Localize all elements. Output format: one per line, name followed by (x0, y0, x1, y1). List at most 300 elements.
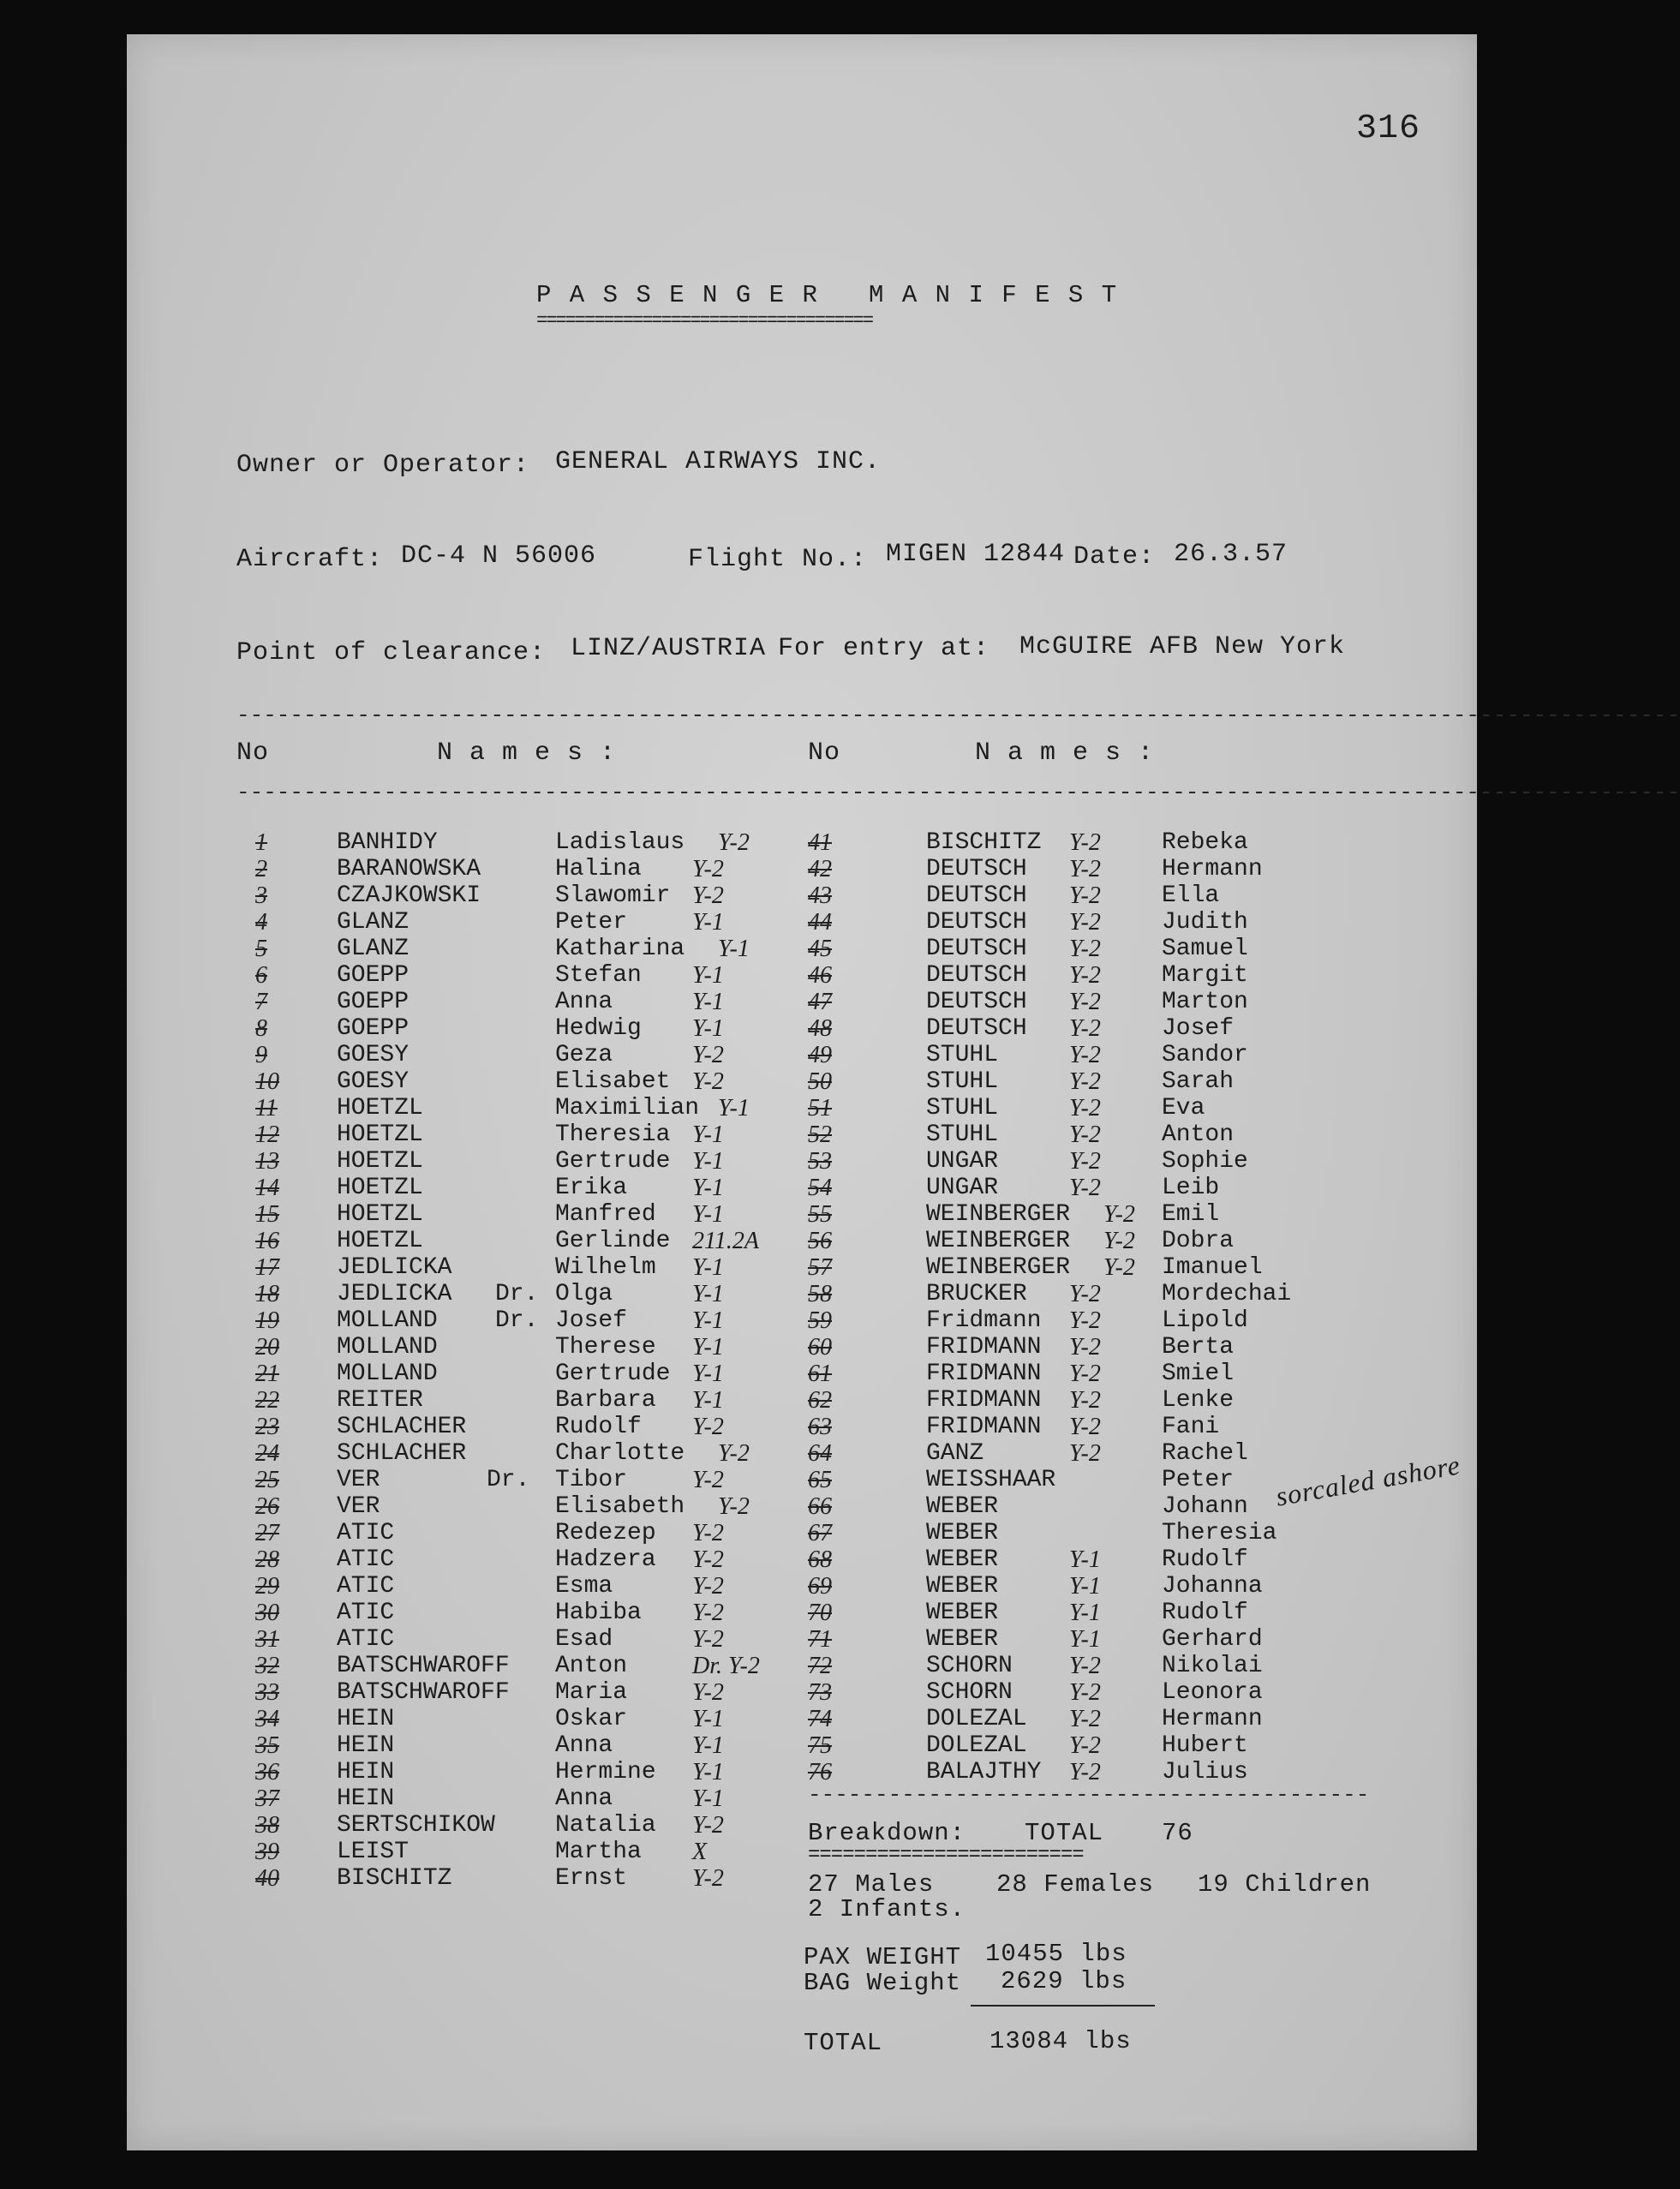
passenger-given-name: Elisabeth (555, 1493, 685, 1520)
passenger-given-name: Katharina (555, 936, 685, 962)
passenger-surname: UNGAR (926, 1175, 999, 1201)
handwritten-mark: Y-2 (692, 1042, 724, 1068)
passenger-given-name: Imanuel (1162, 1254, 1263, 1281)
passenger-number: 37 (255, 1785, 279, 1812)
passenger-surname: HOETZL (337, 1095, 423, 1121)
passenger-surname: HEIN (337, 1732, 395, 1759)
passenger-given-name: Sandor (1162, 1042, 1248, 1068)
passenger-surname: ATIC (337, 1573, 395, 1600)
handwritten-mark: Y-2 (1069, 1307, 1101, 1334)
passenger-given-name: Charlotte (555, 1440, 685, 1467)
passenger-given-name: Maria (555, 1679, 628, 1706)
handwritten-mark: Y-2 (1069, 1148, 1101, 1175)
passenger-number: 38 (255, 1812, 279, 1839)
passenger-row (127, 1281, 1477, 1307)
col-no-left: No (236, 739, 270, 768)
pax-weight-value: 10455 lbs (985, 1940, 1127, 1968)
passenger-row (127, 1440, 1477, 1467)
passenger-number: 59 (808, 1307, 832, 1334)
passenger-given-name: Anna (555, 989, 613, 1015)
passenger-given-name: Josef (555, 1307, 628, 1334)
passenger-row (127, 962, 1477, 989)
passenger-number: 35 (255, 1732, 279, 1759)
passenger-row (127, 1839, 1477, 1865)
handwritten-mark: Y-1 (718, 936, 750, 962)
passenger-title: Dr. (487, 1467, 530, 1493)
passenger-given-name: Hermann (1162, 856, 1263, 882)
passenger-number: 73 (808, 1679, 832, 1706)
handwritten-mark: Y-1 (1069, 1600, 1101, 1626)
passenger-surname: SCHORN (926, 1653, 1013, 1679)
passenger-row (127, 1732, 1477, 1759)
handwritten-mark: Y-1 (692, 1334, 724, 1361)
passenger-number: 70 (808, 1600, 832, 1626)
owner-label: Owner or Operator: (236, 451, 530, 480)
manifest-sheet (127, 34, 1680, 2150)
passenger-surname: ATIC (337, 1600, 395, 1626)
passenger-surname: DEUTSCH (926, 856, 1027, 882)
passenger-surname: SERTSCHIKOW (337, 1812, 495, 1839)
passenger-row (127, 1706, 1477, 1732)
passenger-surname: SCHLACHER (337, 1440, 467, 1467)
handwritten-mark: Y-2 (718, 1440, 750, 1467)
passenger-surname: SCHORN (926, 1679, 1013, 1706)
handwritten-mark: Y-2 (1069, 989, 1101, 1015)
passenger-surname: GOEPP (337, 1015, 410, 1042)
passenger-surname: GOEPP (337, 962, 410, 989)
passenger-surname: DOLEZAL (926, 1732, 1027, 1759)
passenger-given-name: Hubert (1162, 1732, 1248, 1759)
passenger-given-name: Gerlinde (555, 1228, 671, 1254)
passenger-row (127, 1175, 1477, 1201)
passenger-given-name: Lipold (1162, 1307, 1248, 1334)
passenger-given-name: Rudolf (1162, 1546, 1248, 1573)
passenger-surname: BANHIDY (337, 829, 438, 856)
passenger-surname: MOLLAND (337, 1361, 438, 1387)
passenger-number: 50 (808, 1068, 832, 1095)
passenger-given-name: Therese (555, 1334, 656, 1361)
passenger-given-name: Theresia (1162, 1520, 1277, 1546)
passenger-given-name: Margit (1162, 962, 1248, 989)
passenger-number: 48 (808, 1015, 832, 1042)
passenger-given-name: Fani (1162, 1414, 1220, 1440)
passenger-given-name: Ernst (555, 1865, 628, 1892)
passenger-surname: STUHL (926, 1095, 999, 1121)
passenger-number: 7 (255, 989, 267, 1015)
handwritten-mark: Y-2 (718, 829, 750, 856)
passenger-surname: WEBER (926, 1520, 999, 1546)
passenger-given-name: Gertrude (555, 1148, 671, 1175)
total-label: TOTAL (804, 2029, 883, 2057)
passenger-number: 11 (255, 1095, 278, 1121)
handwritten-mark: Y-2 (1069, 962, 1101, 989)
passenger-row (127, 1068, 1477, 1095)
passenger-given-name: Anton (1162, 1121, 1235, 1148)
passenger-given-name: Eva (1162, 1095, 1205, 1121)
passenger-given-name: Mordechai (1162, 1281, 1292, 1307)
passenger-number: 12 (255, 1121, 279, 1148)
handwritten-mark: Y-2 (692, 1679, 724, 1706)
handwritten-mark: Y-2 (1069, 1759, 1101, 1785)
passenger-surname: WEBER (926, 1600, 999, 1626)
passenger-surname: BATSCHWAROFF (337, 1653, 510, 1679)
passenger-number: 54 (808, 1175, 832, 1201)
passenger-number: 39 (255, 1839, 279, 1865)
passenger-row (127, 1546, 1477, 1573)
passenger-surname: DEUTSCH (926, 936, 1027, 962)
passenger-given-name: Rachel (1162, 1440, 1248, 1467)
passenger-given-name: Rudolf (555, 1414, 642, 1440)
breakdown-label: Breakdown: (808, 1819, 966, 1847)
date-label: Date: (1073, 542, 1156, 571)
passenger-given-name: Elisabet (555, 1068, 671, 1095)
passenger-number: 74 (808, 1706, 832, 1732)
handwritten-mark: Y-2 (1069, 1068, 1101, 1095)
entry-label: For entry at: (778, 634, 990, 663)
handwritten-mark: Y-2 (692, 882, 724, 909)
passenger-given-name: Esad (555, 1626, 613, 1653)
handwritten-mark: Y-2 (1103, 1254, 1135, 1281)
handwritten-mark: Y-1 (692, 1015, 724, 1042)
passenger-given-name: Hermine (555, 1759, 656, 1785)
passenger-given-name: Rebeka (1162, 829, 1248, 856)
handwritten-mark: Y-2 (692, 1865, 724, 1892)
clearance-value: LINZ/AUSTRIA (571, 634, 767, 663)
passenger-number: 31 (255, 1626, 279, 1653)
passenger-surname: WEBER (926, 1573, 999, 1600)
passenger-surname: FRIDMANN (926, 1334, 1042, 1361)
passenger-surname: VER (337, 1493, 380, 1520)
handwritten-mark: Y-2 (1069, 909, 1101, 936)
passenger-given-name: Slawomir (555, 882, 671, 909)
handwritten-mark: Y-2 (1069, 882, 1101, 909)
separator-breakdown: ------------------------------------------ (808, 1782, 1370, 1808)
passenger-surname: DEUTSCH (926, 962, 1027, 989)
passenger-surname: ATIC (337, 1626, 395, 1653)
passenger-number: 33 (255, 1679, 279, 1706)
handwritten-mark: Y-1 (692, 1706, 724, 1732)
passenger-given-name: Maximilian (555, 1095, 700, 1121)
aircraft-value: DC-4 N 56006 (401, 541, 597, 571)
passenger-given-name: Erika (555, 1175, 628, 1201)
handwritten-mark: Y-2 (692, 1068, 724, 1095)
passenger-given-name: Wilhelm (555, 1254, 656, 1281)
passenger-number: 40 (255, 1865, 279, 1892)
passenger-row (127, 936, 1477, 962)
aircraft-label: Aircraft: (236, 545, 384, 574)
passenger-surname: GANZ (926, 1440, 984, 1467)
passenger-row (127, 1307, 1477, 1334)
handwritten-mark: Y-1 (692, 1121, 724, 1148)
passenger-surname: GOEPP (337, 989, 410, 1015)
passenger-number: 58 (808, 1281, 832, 1307)
handwritten-mark: Y-1 (692, 1387, 724, 1414)
passenger-surname: HOETZL (337, 1228, 423, 1254)
passenger-number: 23 (255, 1414, 279, 1440)
flight-label: Flight No.: (688, 545, 868, 574)
passenger-number: 61 (808, 1361, 832, 1387)
passenger-row (127, 1414, 1477, 1440)
passenger-surname: GLANZ (337, 909, 410, 936)
passenger-number: 44 (808, 909, 832, 936)
passenger-surname: HOETZL (337, 1175, 423, 1201)
passenger-number: 21 (255, 1361, 279, 1387)
handwritten-mark: Y-2 (1069, 1361, 1101, 1387)
passenger-surname: CZAJKOWSKI (337, 882, 481, 909)
passenger-number: 15 (255, 1201, 279, 1228)
col-no-right: No (808, 739, 841, 768)
handwritten-mark: Y-1 (692, 909, 724, 936)
handwritten-mark: Y-1 (692, 989, 724, 1015)
total-weight-value: 13084 lbs (989, 2027, 1132, 2055)
passenger-number: 9 (255, 1042, 267, 1068)
handwritten-mark: Y-2 (692, 856, 724, 882)
passenger-surname: GOESY (337, 1042, 410, 1068)
passenger-number: 67 (808, 1520, 832, 1546)
passenger-number: 28 (255, 1546, 279, 1573)
handwritten-mark: Y-1 (692, 1785, 724, 1812)
passenger-number: 55 (808, 1201, 832, 1228)
passenger-surname: ATIC (337, 1546, 395, 1573)
females-count: 28 Females (996, 1870, 1155, 1899)
passenger-row (127, 1361, 1477, 1387)
handwritten-mark: Y-2 (1069, 1679, 1101, 1706)
passenger-number: 71 (808, 1626, 832, 1653)
handwritten-mark: Y-2 (1069, 1281, 1101, 1307)
passenger-number: 26 (255, 1493, 279, 1520)
handwritten-mark: Y-1 (692, 962, 724, 989)
separator-header: ------------------------------------------------------------------------------------------------------------ (236, 780, 1680, 805)
passenger-number: 20 (255, 1334, 279, 1361)
passenger-number: 75 (808, 1732, 832, 1759)
passenger-surname: DOLEZAL (926, 1706, 1027, 1732)
passenger-number: 8 (255, 1015, 267, 1042)
handwritten-mark: Y-2 (1069, 1334, 1101, 1361)
title-underline: =================================== (536, 310, 873, 332)
passenger-number: 4 (255, 909, 267, 936)
handwritten-mark: Y-2 (692, 1600, 724, 1626)
passenger-given-name: Stefan (555, 962, 642, 989)
passenger-number: 68 (808, 1546, 832, 1573)
passenger-given-name: Rudolf (1162, 1600, 1248, 1626)
passenger-given-name: Leib (1162, 1175, 1220, 1201)
handwritten-mark: Y-2 (1069, 1706, 1101, 1732)
passenger-surname: WEBER (926, 1546, 999, 1573)
passenger-surname: REITER (337, 1387, 423, 1414)
handwritten-mark: Y-1 (1069, 1546, 1101, 1573)
passenger-given-name: Emil (1162, 1201, 1220, 1228)
handwritten-mark: Y-2 (1069, 1732, 1101, 1759)
passenger-surname: BISCHITZ (926, 829, 1042, 856)
passenger-number: 30 (255, 1600, 279, 1626)
passenger-number: 62 (808, 1387, 832, 1414)
passenger-row (127, 1254, 1477, 1281)
handwritten-mark: Y-1 (692, 1281, 724, 1307)
passenger-row (127, 1387, 1477, 1414)
passenger-surname: BATSCHWAROFF (337, 1679, 510, 1706)
handwritten-mark: Y-1 (692, 1148, 724, 1175)
passenger-given-name: Lenke (1162, 1387, 1235, 1414)
handwritten-mark: Y-2 (692, 1520, 724, 1546)
passenger-given-name: Tibor (555, 1467, 628, 1493)
flight-value: MIGEN 12844 (886, 540, 1066, 569)
handwritten-mark: Y-1 (692, 1307, 724, 1334)
handwritten-mark: Y-2 (1069, 1121, 1101, 1148)
passenger-number: 17 (255, 1254, 279, 1281)
passenger-given-name: Manfred (555, 1201, 656, 1228)
passenger-given-name: Barbara (555, 1387, 656, 1414)
passenger-surname: HOETZL (337, 1148, 423, 1175)
passenger-given-name: Leonora (1162, 1679, 1263, 1706)
passenger-number: 5 (255, 936, 267, 962)
passenger-number: 46 (808, 962, 832, 989)
page-number: 316 (1356, 110, 1421, 148)
passenger-number: 60 (808, 1334, 832, 1361)
passenger-row (127, 1148, 1477, 1175)
passenger-surname: HEIN (337, 1785, 395, 1812)
handwritten-mark: Y-1 (692, 1254, 724, 1281)
passenger-given-name: Anna (555, 1732, 613, 1759)
clearance-label: Point of clearance: (236, 638, 547, 667)
owner-value: GENERAL AIRWAYS INC. (555, 447, 882, 476)
passenger-surname: GLANZ (337, 936, 410, 962)
passenger-given-name: Sarah (1162, 1068, 1235, 1095)
date-value: 26.3.57 (1174, 540, 1288, 569)
passenger-surname: DEUTSCH (926, 989, 1027, 1015)
handwritten-mark: Y-1 (718, 1095, 750, 1121)
bag-weight-value: 2629 lbs (1001, 1967, 1127, 1995)
passenger-surname: HEIN (337, 1759, 395, 1785)
handwritten-mark: Y-2 (1069, 1387, 1101, 1414)
passenger-number: 47 (808, 989, 832, 1015)
passenger-surname: GOESY (337, 1068, 410, 1095)
passenger-surname: HOETZL (337, 1121, 423, 1148)
entry-value: McGUIRE AFB New York (1019, 632, 1346, 661)
passenger-number: 76 (808, 1759, 832, 1785)
passenger-row (127, 1493, 1477, 1520)
passenger-number: 52 (808, 1121, 832, 1148)
passenger-surname: STUHL (926, 1068, 999, 1095)
passenger-number: 27 (255, 1520, 279, 1546)
passenger-number: 63 (808, 1414, 832, 1440)
handwritten-mark: Y-2 (1069, 856, 1101, 882)
passenger-surname: STUHL (926, 1042, 999, 1068)
passenger-given-name: Julius (1162, 1759, 1248, 1785)
handwritten-mark: Y-1 (692, 1361, 724, 1387)
handwritten-mark: Y-2 (692, 1546, 724, 1573)
breakdown-total-value: 76 (1162, 1819, 1193, 1847)
passenger-surname: BALAJTHY (926, 1759, 1042, 1785)
passenger-number: 22 (255, 1387, 279, 1414)
total-underline (971, 2005, 1155, 2007)
passenger-surname: HEIN (337, 1706, 395, 1732)
handwritten-mark: Y-2 (692, 1812, 724, 1839)
bag-weight-label: BAG Weight (804, 1969, 962, 1997)
passenger-surname: WEINBERGER (926, 1254, 1071, 1281)
passenger-row (127, 1121, 1477, 1148)
handwritten-mark: Y-2 (692, 1414, 724, 1440)
passenger-surname: Fridmann (926, 1307, 1042, 1334)
passenger-surname: DEUTSCH (926, 909, 1027, 936)
passenger-surname: WEINBERGER (926, 1228, 1071, 1254)
passenger-number: 56 (808, 1228, 832, 1254)
handwritten-mark: Y-2 (718, 1493, 750, 1520)
col-names-right: N a m e s : (975, 739, 1155, 768)
breakdown-total-label: TOTAL (1025, 1819, 1104, 1847)
passenger-surname: STUHL (926, 1121, 999, 1148)
passenger-surname: BRUCKER (926, 1281, 1027, 1307)
passenger-row (127, 856, 1477, 882)
handwritten-mark: Y-1 (692, 1175, 724, 1201)
passenger-number: 14 (255, 1175, 279, 1201)
passenger-surname: FRIDMANN (926, 1361, 1042, 1387)
passenger-given-name: Redezep (555, 1520, 656, 1546)
passenger-number: 41 (808, 829, 832, 856)
passenger-given-name: Hedwig (555, 1015, 642, 1042)
handwritten-mark: Y-2 (692, 1626, 724, 1653)
passenger-number: 32 (255, 1653, 279, 1679)
passenger-surname: SCHLACHER (337, 1414, 467, 1440)
passenger-row (127, 1095, 1477, 1121)
passenger-surname: VER (337, 1467, 380, 1493)
passenger-given-name: Nikolai (1162, 1653, 1263, 1679)
passenger-surname: ATIC (337, 1520, 395, 1546)
passenger-number: 57 (808, 1254, 832, 1281)
passenger-row (127, 1201, 1477, 1228)
passenger-number: 45 (808, 936, 832, 962)
passenger-given-name: Ladislaus (555, 829, 685, 856)
passenger-surname: WEBER (926, 1626, 999, 1653)
passenger-number: 16 (255, 1228, 279, 1254)
passenger-number: 53 (808, 1148, 832, 1175)
infants-count: 2 Infants. (808, 1895, 966, 1923)
handwritten-mark: Y-2 (1069, 1414, 1101, 1440)
passenger-surname: FRIDMANN (926, 1387, 1042, 1414)
handwritten-mark: Y-2 (1069, 1175, 1101, 1201)
passenger-row (127, 1812, 1477, 1839)
passenger-given-name: Gerhard (1162, 1626, 1263, 1653)
passenger-given-name: Josef (1162, 1015, 1235, 1042)
passenger-number: 24 (255, 1440, 279, 1467)
handwritten-mark: Y-2 (692, 1467, 724, 1493)
passenger-row (127, 989, 1477, 1015)
handwritten-mark: Dr. Y-2 (692, 1653, 760, 1679)
passenger-given-name: Olga (555, 1281, 613, 1307)
passenger-surname: JEDLICKA (337, 1281, 452, 1307)
passenger-given-name: Judith (1162, 909, 1248, 936)
passenger-title: Dr. (495, 1307, 539, 1334)
passenger-given-name: Peter (555, 909, 628, 936)
handwritten-mark: Y-2 (1103, 1228, 1135, 1254)
passenger-given-name: Hermann (1162, 1706, 1263, 1732)
handwritten-mark: Y-2 (1069, 829, 1101, 856)
handwritten-mark: Y-2 (1069, 1015, 1101, 1042)
passenger-surname: FRIDMANN (926, 1414, 1042, 1440)
passenger-given-name: Samuel (1162, 936, 1248, 962)
breakdown-rule: ======================== (808, 1844, 1084, 1867)
handwritten-mark: Y-1 (692, 1201, 724, 1228)
passenger-given-name: Ella (1162, 882, 1220, 909)
passenger-row (127, 1600, 1477, 1626)
passenger-number: 10 (255, 1068, 279, 1095)
passenger-row (127, 1015, 1477, 1042)
passenger-surname: WEBER (926, 1493, 999, 1520)
passenger-given-name: Anna (555, 1785, 613, 1812)
passenger-number: 36 (255, 1759, 279, 1785)
passenger-number: 43 (808, 882, 832, 909)
passenger-surname: BARANOWSKA (337, 856, 481, 882)
passenger-surname: MOLLAND (337, 1307, 438, 1334)
